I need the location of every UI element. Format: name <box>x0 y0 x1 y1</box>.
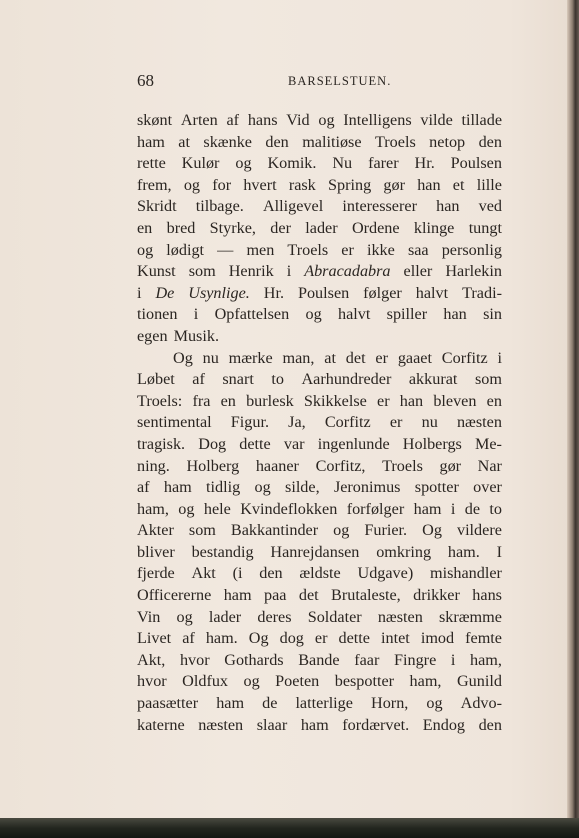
word: Akt, <box>137 650 166 669</box>
word: Ordene <box>351 218 400 237</box>
word: spotter <box>414 478 459 497</box>
word: nu <box>421 413 438 432</box>
text-line <box>137 369 502 391</box>
word: Endog <box>422 715 466 734</box>
word: Poulsen <box>297 283 350 302</box>
word: Brutaleste, <box>331 586 401 605</box>
text-line <box>137 456 502 478</box>
word: han <box>399 391 424 410</box>
word: Harlekin <box>445 262 502 281</box>
word: et <box>452 175 465 194</box>
word: Corfitz <box>324 413 371 432</box>
word: og <box>137 240 154 259</box>
word: ham <box>137 132 165 151</box>
word: vildere <box>456 521 502 540</box>
word: latterlige <box>295 694 353 713</box>
word: fra <box>192 391 211 410</box>
word: Arten <box>180 111 218 129</box>
word: Spring <box>328 175 372 194</box>
word: spiller <box>386 305 428 324</box>
word: Dog <box>198 434 227 453</box>
word: Aarhundreder <box>301 370 392 389</box>
word: Løbet <box>137 370 175 389</box>
word: det <box>298 586 319 605</box>
word: bleven <box>433 391 477 410</box>
text-line <box>137 434 502 456</box>
word: — <box>217 240 234 259</box>
word: tilbage. <box>195 197 244 216</box>
word: lader <box>208 607 242 626</box>
word: frem, <box>137 175 172 194</box>
word: Kunst <box>137 262 176 281</box>
word: hvor <box>179 650 210 669</box>
running-title: BARSELSTUEN. <box>288 74 392 88</box>
word: silde, <box>285 478 320 497</box>
word: deres <box>257 607 292 626</box>
word: omkring <box>376 542 432 561</box>
word: snart <box>222 370 254 389</box>
word: saa <box>407 240 429 259</box>
word: Holbergs <box>402 434 462 453</box>
word: to <box>489 499 502 518</box>
word: to <box>271 370 284 389</box>
page-bottom-edge <box>0 818 579 838</box>
word: Corfitz, <box>315 456 366 475</box>
word: Skridt <box>137 197 177 216</box>
text-line <box>137 304 502 326</box>
word: Hr. <box>414 154 435 173</box>
word: i <box>137 283 142 302</box>
word: Og <box>422 521 442 540</box>
word: haaner <box>255 456 299 475</box>
page-edge-shadow <box>567 0 579 838</box>
word: i <box>286 262 292 281</box>
word: gør <box>383 175 405 194</box>
text-line <box>137 520 502 542</box>
word: den <box>259 564 283 583</box>
word: sin <box>483 305 502 324</box>
word: Akt <box>191 564 216 583</box>
word: Nar <box>477 456 502 475</box>
word: ingenlunde <box>317 434 390 453</box>
word: lader <box>305 218 338 237</box>
word: som <box>188 262 216 281</box>
word: tillade <box>461 111 502 129</box>
word: Oldfux <box>182 672 229 691</box>
text-line <box>137 477 502 499</box>
page-number: 68 <box>137 71 154 90</box>
word: rask <box>288 175 316 194</box>
word: ham <box>223 586 252 605</box>
text-line <box>137 412 502 434</box>
word: egen <box>137 326 168 345</box>
page-header <box>137 71 502 91</box>
word: Furier. <box>364 521 408 540</box>
word: Vid <box>286 111 310 129</box>
text-line <box>137 283 502 305</box>
word: drikker <box>413 586 460 605</box>
word: Ja, <box>288 413 306 432</box>
word: mærke <box>228 348 273 367</box>
text-line <box>137 110 502 132</box>
word: og <box>176 607 193 626</box>
word: og <box>318 111 335 129</box>
word: som <box>474 370 502 389</box>
word: ham <box>413 499 442 518</box>
word: eller <box>403 262 433 281</box>
word: Horn, <box>371 694 409 713</box>
word: næsten <box>377 607 423 626</box>
word: Akter <box>137 521 174 540</box>
word: hele <box>203 499 231 518</box>
word: nu <box>202 348 219 367</box>
text-line <box>137 715 502 737</box>
word: netop <box>429 132 466 151</box>
word: den <box>478 715 502 734</box>
word: den <box>478 132 502 151</box>
word: ham, <box>137 499 169 518</box>
word: hvert <box>243 175 277 194</box>
word: i <box>497 348 502 367</box>
text-line <box>137 391 502 413</box>
word: Intelligens <box>343 111 412 129</box>
text-line <box>137 348 502 370</box>
text-line <box>137 542 502 564</box>
text-line <box>137 240 502 262</box>
word: (i <box>232 564 243 583</box>
word: ved <box>478 197 502 216</box>
word: en <box>486 391 502 410</box>
word: tidlig <box>206 478 241 497</box>
word: Gunild <box>456 672 502 691</box>
word: Troels <box>382 456 423 475</box>
word: Soldater <box>307 607 362 626</box>
word: Poeten <box>275 672 320 691</box>
word: og <box>235 154 252 173</box>
word: Nu <box>332 154 353 173</box>
word: og <box>183 175 201 194</box>
word: ham. <box>205 629 238 648</box>
word: er <box>389 413 403 432</box>
text-line <box>137 196 502 218</box>
word: Kulør <box>181 154 220 173</box>
word: er <box>375 348 388 367</box>
word: Vin <box>137 607 161 626</box>
word: af <box>192 370 205 389</box>
word: i <box>450 499 456 518</box>
word: er <box>377 391 390 410</box>
word: Hr. <box>263 283 285 302</box>
word: intet <box>381 629 410 648</box>
word: Usynlige. <box>188 283 250 302</box>
word: Bande <box>298 650 340 669</box>
word: over <box>473 478 502 497</box>
word: Musik. <box>173 326 219 345</box>
word: gaaet <box>397 348 432 367</box>
word: lødigt <box>166 240 205 259</box>
word: og <box>243 672 260 691</box>
word: Henrik <box>228 262 274 281</box>
word: følger <box>363 283 402 302</box>
text-line <box>137 650 502 672</box>
word: er <box>314 629 328 648</box>
text-line <box>137 499 502 521</box>
text-line <box>137 563 502 585</box>
word: hans <box>472 586 502 605</box>
word: sentimental <box>137 413 212 432</box>
word: faar <box>354 650 380 669</box>
word: er <box>341 240 354 259</box>
word: næsten <box>456 413 502 432</box>
word: Figur. <box>230 413 270 432</box>
text-line <box>137 607 502 629</box>
word: fjerde <box>137 564 175 583</box>
word: ham <box>216 694 245 713</box>
word: han <box>436 197 460 216</box>
word: tungt <box>468 218 502 237</box>
word: katerne <box>137 715 185 734</box>
word: skræmme <box>438 607 502 626</box>
text-line <box>137 132 502 154</box>
text-line <box>137 175 502 197</box>
word: den <box>265 132 289 151</box>
word: Opfattelsen <box>214 305 290 324</box>
word: hans <box>247 111 278 129</box>
word: Komik. <box>267 154 317 173</box>
word: personlig <box>441 240 502 259</box>
word: dette <box>338 629 370 648</box>
word: tionen <box>137 305 178 324</box>
word: de <box>262 694 278 713</box>
word: femte <box>465 629 502 648</box>
word: af <box>226 111 240 129</box>
word: man, <box>282 348 315 367</box>
word: mishandler <box>430 564 502 583</box>
word: ældste <box>299 564 341 583</box>
word: ham. <box>447 542 480 561</box>
word: ham <box>163 478 192 497</box>
word: Fingre <box>393 650 437 669</box>
word: ham, <box>470 650 502 669</box>
word: Abracadabra <box>304 262 391 281</box>
word: Udgave) <box>357 564 414 583</box>
text-line <box>137 585 502 607</box>
text-line <box>137 218 502 240</box>
word: og <box>333 521 350 540</box>
word: Og <box>248 629 269 648</box>
word: rette <box>137 154 166 173</box>
word: Troels <box>374 132 416 151</box>
word: og <box>178 499 195 518</box>
word: Kvindeflokken <box>240 499 338 518</box>
word: ham, <box>409 672 442 691</box>
word: der <box>270 218 291 237</box>
word: paa <box>263 586 287 605</box>
word: gør <box>439 456 462 475</box>
word: Styrke, <box>209 218 256 237</box>
word: ning. <box>137 456 170 475</box>
text-line <box>137 326 502 348</box>
word: Jeronimus <box>333 478 401 497</box>
word: han <box>443 305 467 324</box>
text-line <box>137 261 502 283</box>
word: Livet <box>137 629 172 648</box>
word: hvor <box>137 672 167 691</box>
word: i <box>193 305 199 324</box>
text-line <box>137 628 502 650</box>
word: og <box>426 694 443 713</box>
word: det <box>345 348 366 367</box>
word: forfølger <box>346 499 405 518</box>
word: Officererne <box>137 586 212 605</box>
word: Troels <box>287 240 329 259</box>
word: Troels: <box>137 391 183 410</box>
word: I <box>496 542 502 561</box>
word: bestandig <box>191 542 254 561</box>
word: i <box>450 650 456 669</box>
word: Tradi- <box>462 283 502 302</box>
word: lille <box>476 175 502 194</box>
word: af <box>137 478 150 497</box>
word: at <box>324 348 336 367</box>
word: Corfitz <box>441 348 488 367</box>
word: klinge <box>413 218 455 237</box>
word: farer <box>368 154 399 173</box>
word: halvt <box>337 305 371 324</box>
word: som <box>188 521 216 540</box>
word: Advo- <box>460 694 502 713</box>
text-line <box>137 671 502 693</box>
word: de <box>464 499 480 518</box>
word: akkurat <box>408 370 458 389</box>
word: og <box>254 478 271 497</box>
word: skænke <box>203 132 252 151</box>
word: De <box>155 283 175 302</box>
word: Alligevel <box>262 197 324 216</box>
word: interesserer <box>342 197 417 216</box>
word: bred <box>166 218 196 237</box>
word: burlesk <box>246 391 294 410</box>
word: dog <box>279 629 304 648</box>
word: en <box>220 391 236 410</box>
word: ham <box>300 715 329 734</box>
word: Hanrejdansen <box>270 542 360 561</box>
word: af <box>182 629 195 648</box>
word: for <box>212 175 232 194</box>
word: var <box>283 434 305 453</box>
word: Og <box>173 348 193 367</box>
word: Me- <box>474 434 502 453</box>
word: ikke <box>366 240 395 259</box>
word: bliver <box>137 542 175 561</box>
word: tragisk. <box>137 434 186 453</box>
word: han <box>417 175 441 194</box>
word: skønt <box>137 111 173 129</box>
word: at <box>178 132 190 151</box>
word: Skikkelse <box>303 391 367 410</box>
word: bespotter <box>334 672 395 691</box>
word: imod <box>420 629 455 648</box>
word: malitiøse <box>302 132 362 151</box>
word: vilde <box>420 111 453 129</box>
body-text <box>137 110 502 736</box>
word: en <box>137 218 153 237</box>
word: Gothards <box>224 650 284 669</box>
word: og <box>305 305 322 324</box>
word: dette <box>239 434 271 453</box>
word: men <box>246 240 275 259</box>
text-line <box>137 153 502 175</box>
word: halvt <box>415 283 449 302</box>
word: Bakkantinder <box>230 521 319 540</box>
word: fordærvet. <box>342 715 410 734</box>
word: næsten <box>198 715 244 734</box>
text-line <box>137 693 502 715</box>
word: Poulsen <box>450 154 502 173</box>
word: paasætter <box>137 694 199 713</box>
word: Holberg <box>186 456 240 475</box>
word: slaar <box>256 715 288 734</box>
